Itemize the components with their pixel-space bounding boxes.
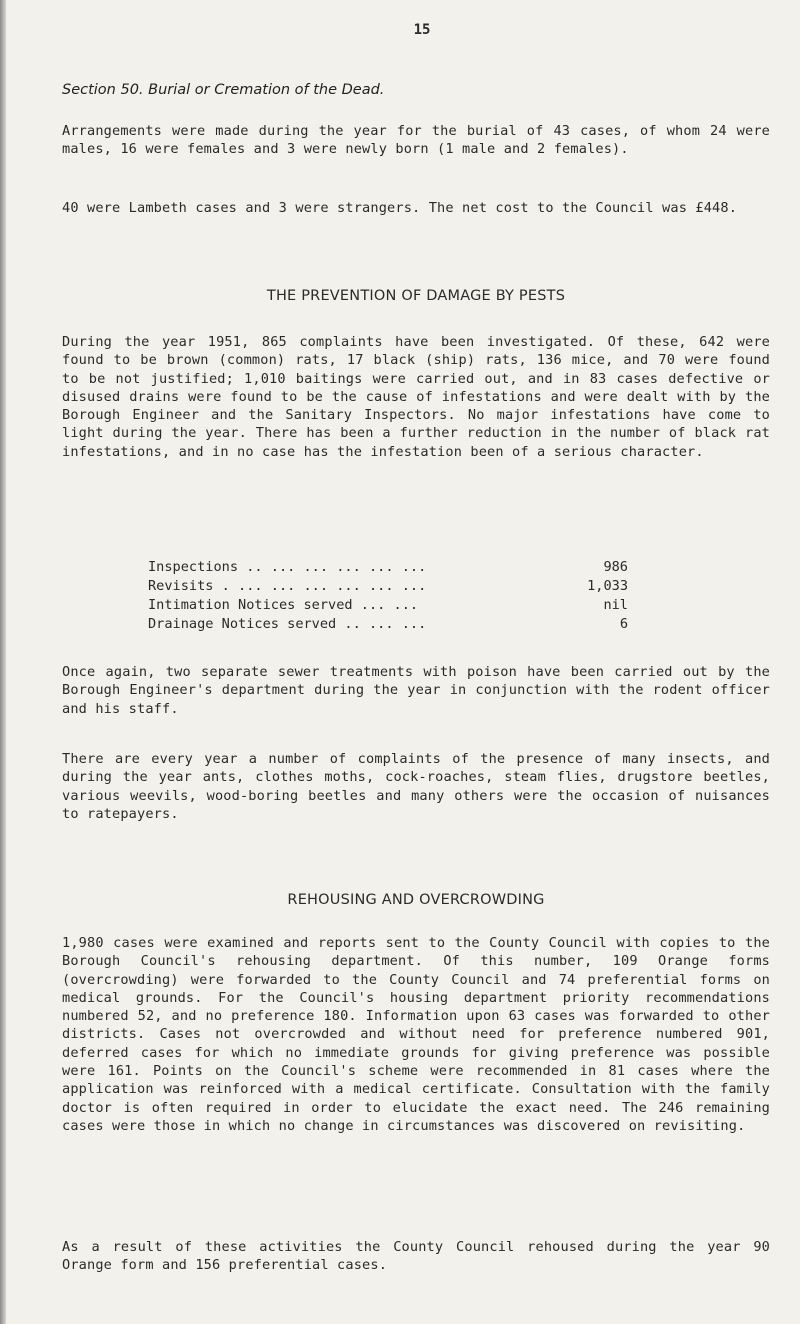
stat-label: Drainage Notices served .. ... ... bbox=[148, 616, 427, 632]
stat-row bbox=[148, 615, 628, 634]
page-number: 15 bbox=[413, 22, 431, 38]
sewer-paragraph: Once again, two separate sewer treatments with poison have been carried out by the Borough Engineer's department during the year in conjunction with the rodent officer and his staff. bbox=[62, 664, 770, 717]
stat-row bbox=[148, 577, 628, 596]
stat-row bbox=[148, 558, 628, 577]
stat-label: Inspections .. ... ... ... ... ... bbox=[148, 559, 427, 575]
pests-heading: THE PREVENTION OF DAMAGE BY PESTS bbox=[266, 288, 566, 304]
burial-paragraph-1: Arrangements were made during the year for the burial of 43 cases, of whom 24 were males, 16 were females and 3 were newly born (1 male and 2 females). bbox=[62, 123, 770, 158]
result-paragraph: As a result of these activities the County Council rehoused during the year 90 Orange form and 156 preferential cases. bbox=[62, 1239, 770, 1274]
page-edge-shadow bbox=[0, 0, 6, 1324]
insects-paragraph: There are every year a number of complaints of the presence of many insects, and during the year ants, clothes moths, cock-roaches, steam flies, drugstore beetles, various weevils, wood-boring beetles and many others were the occasion of nuisances to ratepayers. bbox=[62, 751, 770, 822]
pests-paragraph: During the year 1951, 865 complaints have been investigated. Of these, 642 were found to be brown (common) rats, 17 black (ship) rats, 136 mice, and 70 were found to be not justified; 1,010 baitings were carried out, and in 83 cases defective or disused drains were found to be the cause of infestations and were dealt with by the Borough Engineer and the Sanitary Inspectors. No major infestations have come to light during the year. There has been a further reduction in the number of black rat infestations, and in no case has the infestation been of a serious character. bbox=[62, 334, 770, 460]
section-title: Section 50. Burial or Cremation of the Dead. bbox=[62, 82, 385, 98]
stat-label: Revisits . ... ... ... ... ... ... bbox=[148, 578, 427, 594]
pest-statistics-table bbox=[148, 558, 628, 634]
stat-value: 6 bbox=[619, 616, 628, 632]
stat-value: 1,033 bbox=[587, 578, 628, 594]
rehousing-paragraph: 1,980 cases were examined and reports sent to the County Council with copies to the Borough Council's rehousing department. Of this number, 109 Orange forms (overcrowding) were forwarded to the County Council and 74 preferential forms on medical grounds. For the Council's housing department priority recommendations numbered 52, and no preference 180. Information upon 63 cases was forwarded to other districts. Cases not overcrowded and without need for preference numbered 901, deferred cases for which no immediate grounds for giving preference was possible were 161. Points on the Council's scheme were recommended in 81 cases where the application was reinforced with a medical certificate. Consultation with the family doctor is often required in order to elucidate the exact need. The 246 remaining cases were those in which no change in circumstances was discovered on revisiting. bbox=[62, 935, 770, 1134]
stat-label: Intimation Notices served ... ... bbox=[148, 597, 419, 613]
stat-value: 986 bbox=[603, 559, 628, 575]
rehousing-heading: REHOUSING AND OVERCROWDING bbox=[287, 892, 545, 908]
burial-paragraph-2: 40 were Lambeth cases and 3 were strangers. The net cost to the Council was £448. bbox=[62, 200, 738, 216]
stat-row bbox=[148, 596, 628, 615]
stat-value: nil bbox=[603, 597, 628, 613]
